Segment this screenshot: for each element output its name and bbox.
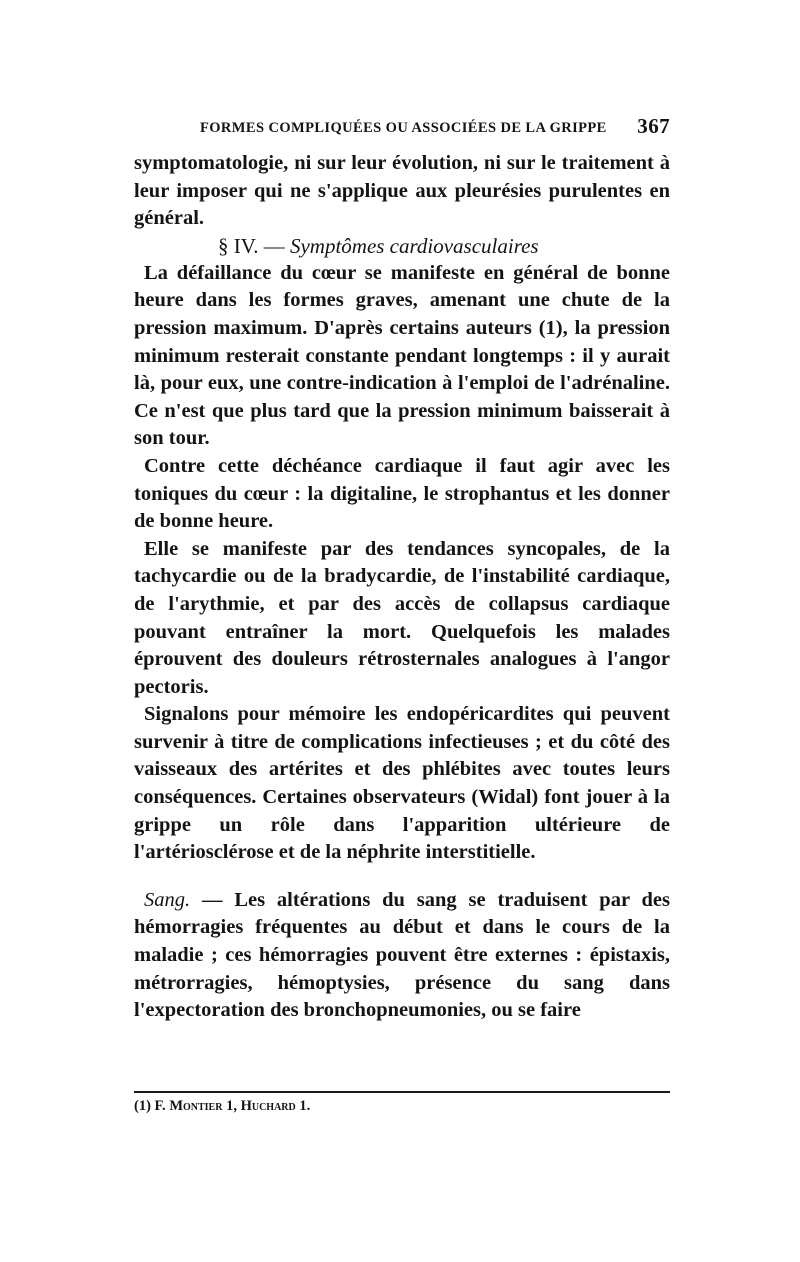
paragraph-toniques: Contre cette déchéance cardiaque il faut agir avec les toniques du cœur : la digitaline, le strophantus et les donner de bonne heure. bbox=[134, 454, 670, 533]
running-title: FORMES COMPLIQUÉES OU ASSOCIÉES DE LA GRIPPE bbox=[200, 120, 607, 136]
main-text bbox=[134, 150, 670, 1025]
paragraph-syncopales: Elle se manifeste par des tendances syncopales, de la tachycardie ou de la bradycardie, de l'instabilité cardiaque, de l'arythmie, et par des accès de collapsus cardiaque pouvant entraîner la mort. Quelquefois les malades éprouvent des douleurs rétrosternales analogues à l'angor pectoris. bbox=[134, 537, 670, 698]
section-label: § IV. — bbox=[218, 233, 285, 258]
section-title: Symptômes cardiovasculaires bbox=[289, 233, 539, 258]
sang-lead: Sang. bbox=[144, 888, 191, 911]
footnote-marker: (1) F. bbox=[134, 1098, 166, 1114]
running-head bbox=[200, 116, 670, 140]
page-number: 367 bbox=[637, 114, 670, 138]
paragraph-sang bbox=[134, 887, 670, 1025]
intro-paragraph: symptomatologie, ni sur leur évolution, ni sur le traitement à leur imposer qui ne s'applique aux pleurésies purulentes en général. bbox=[134, 152, 670, 230]
paragraph-defaillance: La défaillance du cœur se manifeste en général de bonne heure dans les formes graves, amenant une chute de la pression maximum. D'après certains auteurs (1), la pression minimum resterait constante pendant longtemps : il y aurait là, pour eux, une contre-indication à l'emploi de l'adrénaline. Ce n'est que plus tard que la pression minimum baisserait à son tour. bbox=[134, 261, 670, 450]
paragraph-endopericardites: Signalons pour mémoire les endopéricardites qui peuvent survenir à titre de complications infectieuses ; et du côté des vaisseaux des artérites et des phlébites avec toutes leurs conséquences. Certaines observateurs (Widal) font jouer à la grippe un rôle dans l'apparition ultérieure de l'artériosclérose et de la néphrite interstitielle. bbox=[134, 703, 670, 864]
section-heading bbox=[134, 233, 670, 260]
footnote-authors: Montier 1, Huchard 1. bbox=[169, 1098, 311, 1114]
footnote bbox=[134, 1096, 670, 1116]
sang-text: — Les altérations du sang se traduisent par des hémorragies fréquentes au début et dans le cours de la maladie ; ces hémorragies pouvent être externes : épistaxis, métrorragies, hémoptysies, présence du sang dans l'expectoration des bronchopneumonies, ou se faire bbox=[134, 888, 670, 1022]
footnote-rule bbox=[134, 1091, 670, 1093]
